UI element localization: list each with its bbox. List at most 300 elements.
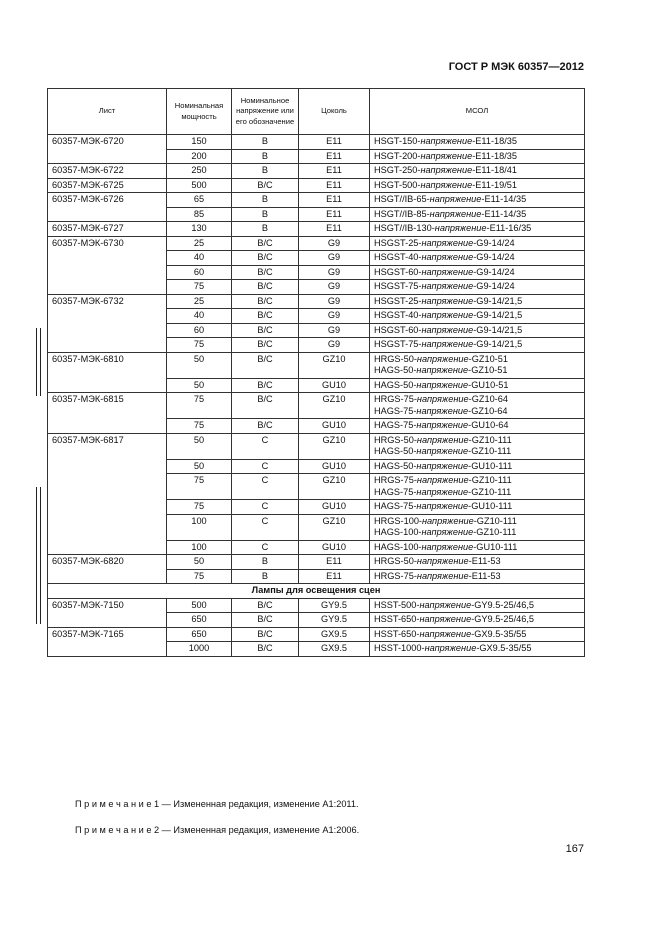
- ilcos-code: [374, 475, 580, 487]
- ilcos-code: [374, 643, 580, 655]
- cell-base: E11: [299, 569, 370, 584]
- ilcos-voltage-placeholder: напряжение: [416, 446, 469, 456]
- ilcos-code: [374, 325, 580, 337]
- change-bar: [36, 487, 37, 624]
- ilcos-code-part: HSGT-150-: [374, 136, 421, 146]
- ilcos-code-part: HSGST-75-: [374, 339, 422, 349]
- ilcos-code-part: -E11-14/35: [481, 208, 527, 219]
- cell-power: 150: [167, 135, 232, 150]
- ilcos-code: [374, 394, 580, 406]
- cell-power: 60: [167, 265, 232, 280]
- cell-base: G9: [299, 323, 370, 338]
- cell-voltage: В/С: [232, 236, 299, 251]
- cell-power: 75: [167, 393, 232, 419]
- cell-voltage: В/С: [232, 309, 299, 324]
- ilcos-code-part: -G9-14/21,5: [473, 310, 523, 320]
- ilcos-code: [374, 527, 580, 539]
- cell-voltage: В/С: [232, 265, 299, 280]
- table-row: [48, 193, 585, 208]
- cell-voltage: В/С: [232, 419, 299, 434]
- column-header-ilcos: МСОЛ: [370, 89, 585, 135]
- cell-power: 75: [167, 419, 232, 434]
- ilcos-code-part: HSGST-60-: [374, 324, 422, 335]
- cell-sheet: 60357-МЭК-6817: [48, 433, 167, 555]
- section-row: [48, 584, 585, 599]
- ilcos-voltage-placeholder: напряжение: [421, 281, 474, 291]
- ilcos-code-part: -GY9.5-25/46,5: [471, 614, 535, 624]
- cell-ilcos: [370, 433, 585, 459]
- cell-ilcos: [370, 569, 585, 584]
- cell-ilcos: [370, 352, 585, 378]
- ilcos-code-part: -GZ10-111: [468, 446, 512, 456]
- ilcos-code-part: HSGT//IB-65-: [374, 194, 430, 204]
- table-row: [48, 598, 585, 613]
- ilcos-voltage-placeholder: напряжение: [421, 310, 474, 320]
- cell-sheet: 60357-МЭК-6730: [48, 236, 167, 294]
- cell-voltage: В: [232, 222, 299, 237]
- ilcos-code-part: HSGT//IB-85-: [374, 208, 430, 219]
- ilcos-code-part: HAGS-50-: [374, 446, 417, 456]
- cell-sheet: 60357-МЭК-6726: [48, 193, 167, 222]
- ilcos-code: [374, 556, 580, 568]
- ilcos-code: [374, 223, 580, 235]
- ilcos-voltage-placeholder: напряжение: [424, 643, 477, 653]
- cell-voltage: В: [232, 555, 299, 570]
- ilcos-voltage-placeholder: напряжение: [416, 486, 469, 497]
- ilcos-code-part: HSGT-200-: [374, 150, 421, 161]
- ilcos-voltage-placeholder: напряжение: [422, 515, 474, 526]
- ilcos-code: [374, 542, 580, 554]
- ilcos-voltage-placeholder: напряжение: [416, 353, 469, 364]
- cell-ilcos: [370, 613, 585, 628]
- ilcos-code: [374, 310, 580, 322]
- cell-base: GZ10: [299, 352, 370, 378]
- ilcos-code-part: -GX9.5-35/55: [476, 643, 532, 653]
- cell-power: 250: [167, 164, 232, 179]
- cell-voltage: В: [232, 193, 299, 208]
- cell-power: 40: [167, 251, 232, 266]
- cell-voltage: В/С: [232, 598, 299, 613]
- ilcos-code: [374, 136, 580, 148]
- cell-ilcos: [370, 459, 585, 474]
- table-row: [48, 135, 585, 150]
- ilcos-code-part: -G9-14/21,5: [473, 339, 523, 349]
- ilcos-code-part: HSST-1000-: [374, 643, 425, 653]
- cell-voltage: В/С: [232, 338, 299, 353]
- cell-power: 75: [167, 338, 232, 353]
- ilcos-code-part: -GZ10-111: [468, 434, 512, 445]
- cell-power: 75: [167, 500, 232, 515]
- ilcos-voltage-placeholder: напряжение: [416, 394, 469, 404]
- ilcos-code: [374, 380, 580, 392]
- ilcos-code-part: HSST-650-: [374, 614, 420, 624]
- ilcos-voltage-placeholder: напряжение: [416, 434, 469, 445]
- cell-power: 50: [167, 555, 232, 570]
- ilcos-voltage-placeholder: напряжение: [421, 527, 474, 537]
- cell-voltage: В/С: [232, 178, 299, 193]
- ilcos-code-part: -GU10-51: [468, 379, 509, 390]
- cell-base: G9: [299, 280, 370, 295]
- ilcos-code-part: HAGS-50-: [374, 460, 417, 471]
- ilcos-code-part: HSST-500-: [374, 599, 420, 610]
- ilcos-code-part: HAGS-75-: [374, 405, 417, 416]
- cell-ilcos: [370, 540, 585, 555]
- table-row: [48, 222, 585, 237]
- cell-base: GZ10: [299, 393, 370, 419]
- cell-power: 75: [167, 474, 232, 500]
- ilcos-code: [374, 281, 580, 293]
- ilcos-voltage-placeholder: напряжение: [421, 266, 474, 277]
- ilcos-code: [374, 252, 580, 264]
- ilcos-code: [374, 165, 580, 177]
- ilcos-code-part: HRGS-50-: [374, 353, 417, 364]
- cell-voltage: С: [232, 540, 299, 555]
- ilcos-voltage-placeholder: напряжение: [416, 475, 469, 485]
- cell-sheet: 60357-МЭК-6815: [48, 393, 167, 434]
- ilcos-code-part: -E11-14/35: [481, 194, 527, 204]
- ilcos-voltage-placeholder: напряжение: [416, 501, 469, 511]
- cell-sheet: 60357-МЭК-6722: [48, 164, 167, 179]
- ilcos-code-part: -G9-14/21,5: [473, 295, 523, 306]
- ilcos-code-part: HRGS-75-: [374, 394, 417, 404]
- ilcos-code-part: -G9-14/24: [473, 237, 515, 248]
- ilcos-code-part: HAGS-100-: [374, 541, 422, 552]
- ilcos-code: [374, 180, 580, 192]
- cell-base: GU10: [299, 419, 370, 434]
- cell-power: 500: [167, 598, 232, 613]
- ilcos-code: [374, 629, 580, 641]
- cell-ilcos: [370, 149, 585, 164]
- ilcos-code-part: -E11-19/51: [472, 179, 517, 190]
- ilcos-code: [374, 238, 580, 250]
- cell-sheet: 60357-МЭК-6725: [48, 178, 167, 193]
- ilcos-code-part: HSGST-75-: [374, 281, 422, 291]
- cell-ilcos: [370, 338, 585, 353]
- ilcos-code-part: -G9-14/24: [473, 252, 515, 262]
- cell-power: 100: [167, 514, 232, 540]
- section-title: Лампы для освещения сцен: [48, 584, 585, 599]
- cell-power: 1000: [167, 642, 232, 657]
- change-bar: [40, 487, 41, 624]
- ilcos-voltage-placeholder: напряжение: [434, 223, 487, 233]
- table-row: [48, 627, 585, 642]
- ilcos-voltage-placeholder: напряжение: [421, 324, 474, 335]
- cell-ilcos: [370, 555, 585, 570]
- ilcos-code-part: HAGS-100-: [374, 527, 422, 537]
- cell-voltage: С: [232, 500, 299, 515]
- cell-sheet: 60357-МЭК-6732: [48, 294, 167, 352]
- ilcos-code-part: -GZ10-111: [468, 475, 512, 485]
- ilcos-voltage-placeholder: напряжение: [420, 165, 473, 175]
- lamp-data-table: [47, 88, 585, 657]
- cell-power: 65: [167, 193, 232, 208]
- ilcos-code-part: -GZ10-64: [468, 405, 508, 416]
- cell-ilcos: [370, 294, 585, 309]
- cell-base: G9: [299, 309, 370, 324]
- cell-voltage: В/С: [232, 323, 299, 338]
- cell-power: 50: [167, 352, 232, 378]
- ilcos-code-part: -GU10-111: [468, 460, 513, 471]
- ilcos-code: [374, 501, 580, 513]
- ilcos-code: [374, 354, 580, 366]
- cell-base: GX9.5: [299, 627, 370, 642]
- cell-voltage: С: [232, 459, 299, 474]
- cell-ilcos: [370, 178, 585, 193]
- ilcos-voltage-placeholder: напряжение: [416, 420, 469, 430]
- cell-base: GU10: [299, 540, 370, 555]
- cell-base: GU10: [299, 500, 370, 515]
- cell-base: GZ10: [299, 433, 370, 459]
- table-row: [48, 178, 585, 193]
- cell-sheet: 60357-МЭК-7150: [48, 598, 167, 627]
- ilcos-code: [374, 296, 580, 308]
- column-header-voltage: Номинальное напряжение или его обозначение: [232, 89, 299, 135]
- cell-ilcos: [370, 164, 585, 179]
- cell-voltage: С: [232, 433, 299, 459]
- cell-base: E11: [299, 178, 370, 193]
- ilcos-code-part: HAGS-50-: [374, 379, 417, 390]
- ilcos-code: [374, 406, 580, 418]
- ilcos-code-part: -GZ10-111: [473, 527, 517, 537]
- table-row: [48, 555, 585, 570]
- cell-voltage: В: [232, 149, 299, 164]
- ilcos-code-part: HRGS-75-: [374, 570, 417, 581]
- ilcos-code: [374, 516, 580, 528]
- cell-base: G9: [299, 236, 370, 251]
- cell-power: 650: [167, 627, 232, 642]
- ilcos-code-part: -G9-14/24: [473, 281, 515, 291]
- ilcos-code: [374, 267, 580, 279]
- ilcos-code-part: -E11-16/35: [486, 223, 532, 233]
- ilcos-code: [374, 365, 580, 377]
- ilcos-voltage-placeholder: напряжение: [416, 405, 469, 416]
- ilcos-voltage-placeholder: напряжение: [419, 599, 472, 610]
- ilcos-code-part: HSGST-40-: [374, 310, 422, 320]
- cell-ilcos: [370, 193, 585, 208]
- cell-ilcos: [370, 323, 585, 338]
- cell-ilcos: [370, 236, 585, 251]
- cell-base: GX9.5: [299, 642, 370, 657]
- cell-base: GZ10: [299, 474, 370, 500]
- table-row: [48, 164, 585, 179]
- ilcos-code-part: -E11-18/35: [472, 136, 517, 146]
- ilcos-code-part: HRGS-50-: [374, 556, 417, 566]
- cell-voltage: В/С: [232, 280, 299, 295]
- ilcos-code-part: -GU10-111: [473, 541, 518, 552]
- page-number: 167: [565, 843, 584, 855]
- cell-base: GU10: [299, 378, 370, 393]
- cell-power: 50: [167, 378, 232, 393]
- cell-power: 60: [167, 323, 232, 338]
- ilcos-voltage-placeholder: напряжение: [416, 460, 469, 471]
- cell-power: 75: [167, 280, 232, 295]
- ilcos-code: [374, 461, 580, 473]
- ilcos-code: [374, 151, 580, 163]
- cell-ilcos: [370, 627, 585, 642]
- ilcos-code-part: -E11-53: [468, 556, 501, 566]
- ilcos-code-part: HSGST-40-: [374, 252, 422, 262]
- ilcos-code-part: HAGS-75-: [374, 486, 417, 497]
- ilcos-code: [374, 571, 580, 583]
- cell-voltage: В/С: [232, 393, 299, 419]
- ilcos-code-part: -GX9.5-35/55: [471, 628, 527, 639]
- cell-ilcos: [370, 378, 585, 393]
- cell-voltage: В/С: [232, 294, 299, 309]
- ilcos-code-part: -GZ10-51: [468, 353, 508, 364]
- cell-ilcos: [370, 135, 585, 150]
- cell-base: E11: [299, 164, 370, 179]
- cell-voltage: С: [232, 474, 299, 500]
- cell-power: 500: [167, 178, 232, 193]
- cell-base: E11: [299, 149, 370, 164]
- cell-ilcos: [370, 309, 585, 324]
- cell-power: 75: [167, 569, 232, 584]
- ilcos-code-part: -E11-53: [468, 570, 501, 581]
- change-bar: [40, 328, 41, 396]
- ilcos-code-part: HSGT-500-: [374, 179, 421, 190]
- cell-ilcos: [370, 598, 585, 613]
- cell-ilcos: [370, 251, 585, 266]
- cell-voltage: В/С: [232, 642, 299, 657]
- ilcos-code-part: -E11-18/35: [472, 150, 517, 161]
- cell-power: 25: [167, 294, 232, 309]
- cell-ilcos: [370, 280, 585, 295]
- cell-ilcos: [370, 222, 585, 237]
- cell-power: 100: [167, 540, 232, 555]
- ilcos-voltage-placeholder: напряжение: [421, 252, 474, 262]
- cell-voltage: В: [232, 569, 299, 584]
- cell-base: E11: [299, 193, 370, 208]
- ilcos-code-part: HSST-650-: [374, 628, 420, 639]
- ilcos-voltage-placeholder: напряжение: [419, 614, 472, 624]
- cell-ilcos: [370, 642, 585, 657]
- cell-ilcos: [370, 500, 585, 515]
- ilcos-voltage-placeholder: напряжение: [429, 194, 482, 204]
- ilcos-code: [374, 600, 580, 612]
- ilcos-code: [374, 209, 580, 221]
- ilcos-code-part: -G9-14/21,5: [473, 324, 523, 335]
- ilcos-voltage-placeholder: напряжение: [429, 208, 482, 219]
- ilcos-voltage-placeholder: напряжение: [421, 295, 474, 306]
- cell-sheet: 60357-МЭК-7165: [48, 627, 167, 656]
- table-header-row: [48, 89, 585, 135]
- ilcos-code-part: -GZ10-64: [468, 394, 508, 404]
- cell-base: E11: [299, 555, 370, 570]
- ilcos-code-part: HSGT//IB-130-: [374, 223, 435, 233]
- cell-ilcos: [370, 393, 585, 419]
- cell-voltage: В: [232, 135, 299, 150]
- ilcos-code-part: HSGST-25-: [374, 237, 422, 248]
- cell-base: G9: [299, 251, 370, 266]
- table-row: [48, 236, 585, 251]
- cell-base: G9: [299, 338, 370, 353]
- ilcos-code-part: HAGS-50-: [374, 365, 417, 375]
- document-header-title: ГОСТ Р МЭК 60357—2012: [448, 61, 584, 73]
- ilcos-code: [374, 194, 580, 206]
- ilcos-voltage-placeholder: напряжение: [419, 628, 472, 639]
- ilcos-code-part: HAGS-75-: [374, 420, 417, 430]
- cell-base: E11: [299, 207, 370, 222]
- cell-ilcos: [370, 419, 585, 434]
- change-bar: [36, 328, 37, 396]
- cell-power: 85: [167, 207, 232, 222]
- table-body: [48, 135, 585, 657]
- ilcos-code-part: -GZ10-111: [473, 515, 517, 526]
- ilcos-code-part: HRGS-75-: [374, 475, 417, 485]
- cell-base: GY9.5: [299, 613, 370, 628]
- cell-voltage: В/С: [232, 613, 299, 628]
- cell-ilcos: [370, 265, 585, 280]
- column-header-power: Номинальная мощность: [167, 89, 232, 135]
- ilcos-code-part: HSGST-60-: [374, 266, 422, 277]
- cell-ilcos: [370, 474, 585, 500]
- cell-power: 650: [167, 613, 232, 628]
- cell-sheet: 60357-МЭК-6720: [48, 135, 167, 164]
- table-row: [48, 294, 585, 309]
- cell-voltage: В/С: [232, 378, 299, 393]
- ilcos-code-part: HRGS-100-: [374, 515, 422, 526]
- ilcos-code-part: -E11-18/41: [472, 165, 517, 175]
- table-row: [48, 433, 585, 459]
- cell-voltage: В: [232, 207, 299, 222]
- cell-power: 50: [167, 459, 232, 474]
- cell-ilcos: [370, 207, 585, 222]
- table-row: [48, 352, 585, 378]
- ilcos-code-part: -GZ10-51: [468, 365, 508, 375]
- ilcos-voltage-placeholder: напряжение: [420, 136, 473, 146]
- table-row: [48, 393, 585, 419]
- ilcos-code-part: -GU10-111: [468, 501, 513, 511]
- ilcos-code: [374, 614, 580, 626]
- cell-base: G9: [299, 265, 370, 280]
- cell-power: 130: [167, 222, 232, 237]
- ilcos-code: [374, 420, 580, 432]
- cell-sheet: 60357-МЭК-6810: [48, 352, 167, 393]
- ilcos-voltage-placeholder: напряжение: [416, 379, 469, 390]
- cell-power: 200: [167, 149, 232, 164]
- ilcos-code-part: -GU10-64: [468, 420, 509, 430]
- note-1: П р и м е ч а н и е 1 — Измененная редакция, изменение А1:2011.: [75, 799, 359, 809]
- ilcos-voltage-placeholder: напряжение: [416, 365, 469, 375]
- cell-ilcos: [370, 514, 585, 540]
- ilcos-voltage-placeholder: напряжение: [421, 339, 474, 349]
- cell-voltage: В/С: [232, 627, 299, 642]
- ilcos-code-part: -GY9.5-25/46,5: [471, 599, 535, 610]
- cell-base: G9: [299, 294, 370, 309]
- ilcos-code: [374, 435, 580, 447]
- ilcos-code: [374, 446, 580, 458]
- ilcos-voltage-placeholder: напряжение: [416, 556, 469, 566]
- ilcos-voltage-placeholder: напряжение: [420, 150, 473, 161]
- ilcos-voltage-placeholder: напряжение: [421, 541, 474, 552]
- cell-base: E11: [299, 135, 370, 150]
- column-header-base: Цоколь: [299, 89, 370, 135]
- cell-voltage: С: [232, 514, 299, 540]
- cell-power: 25: [167, 236, 232, 251]
- ilcos-code: [374, 487, 580, 499]
- column-header-sheet: Лист: [48, 89, 167, 135]
- ilcos-code-part: HSGST-25-: [374, 295, 422, 306]
- ilcos-voltage-placeholder: напряжение: [416, 570, 469, 581]
- cell-sheet: 60357-МЭК-6727: [48, 222, 167, 237]
- cell-base: E11: [299, 222, 370, 237]
- cell-voltage: В/С: [232, 352, 299, 378]
- cell-base: GU10: [299, 459, 370, 474]
- cell-base: GZ10: [299, 514, 370, 540]
- cell-voltage: В/С: [232, 251, 299, 266]
- ilcos-code-part: HAGS-75-: [374, 501, 417, 511]
- note-2: П р и м е ч а н и е 2 — Измененная редакция, изменение А1:2006.: [75, 825, 360, 835]
